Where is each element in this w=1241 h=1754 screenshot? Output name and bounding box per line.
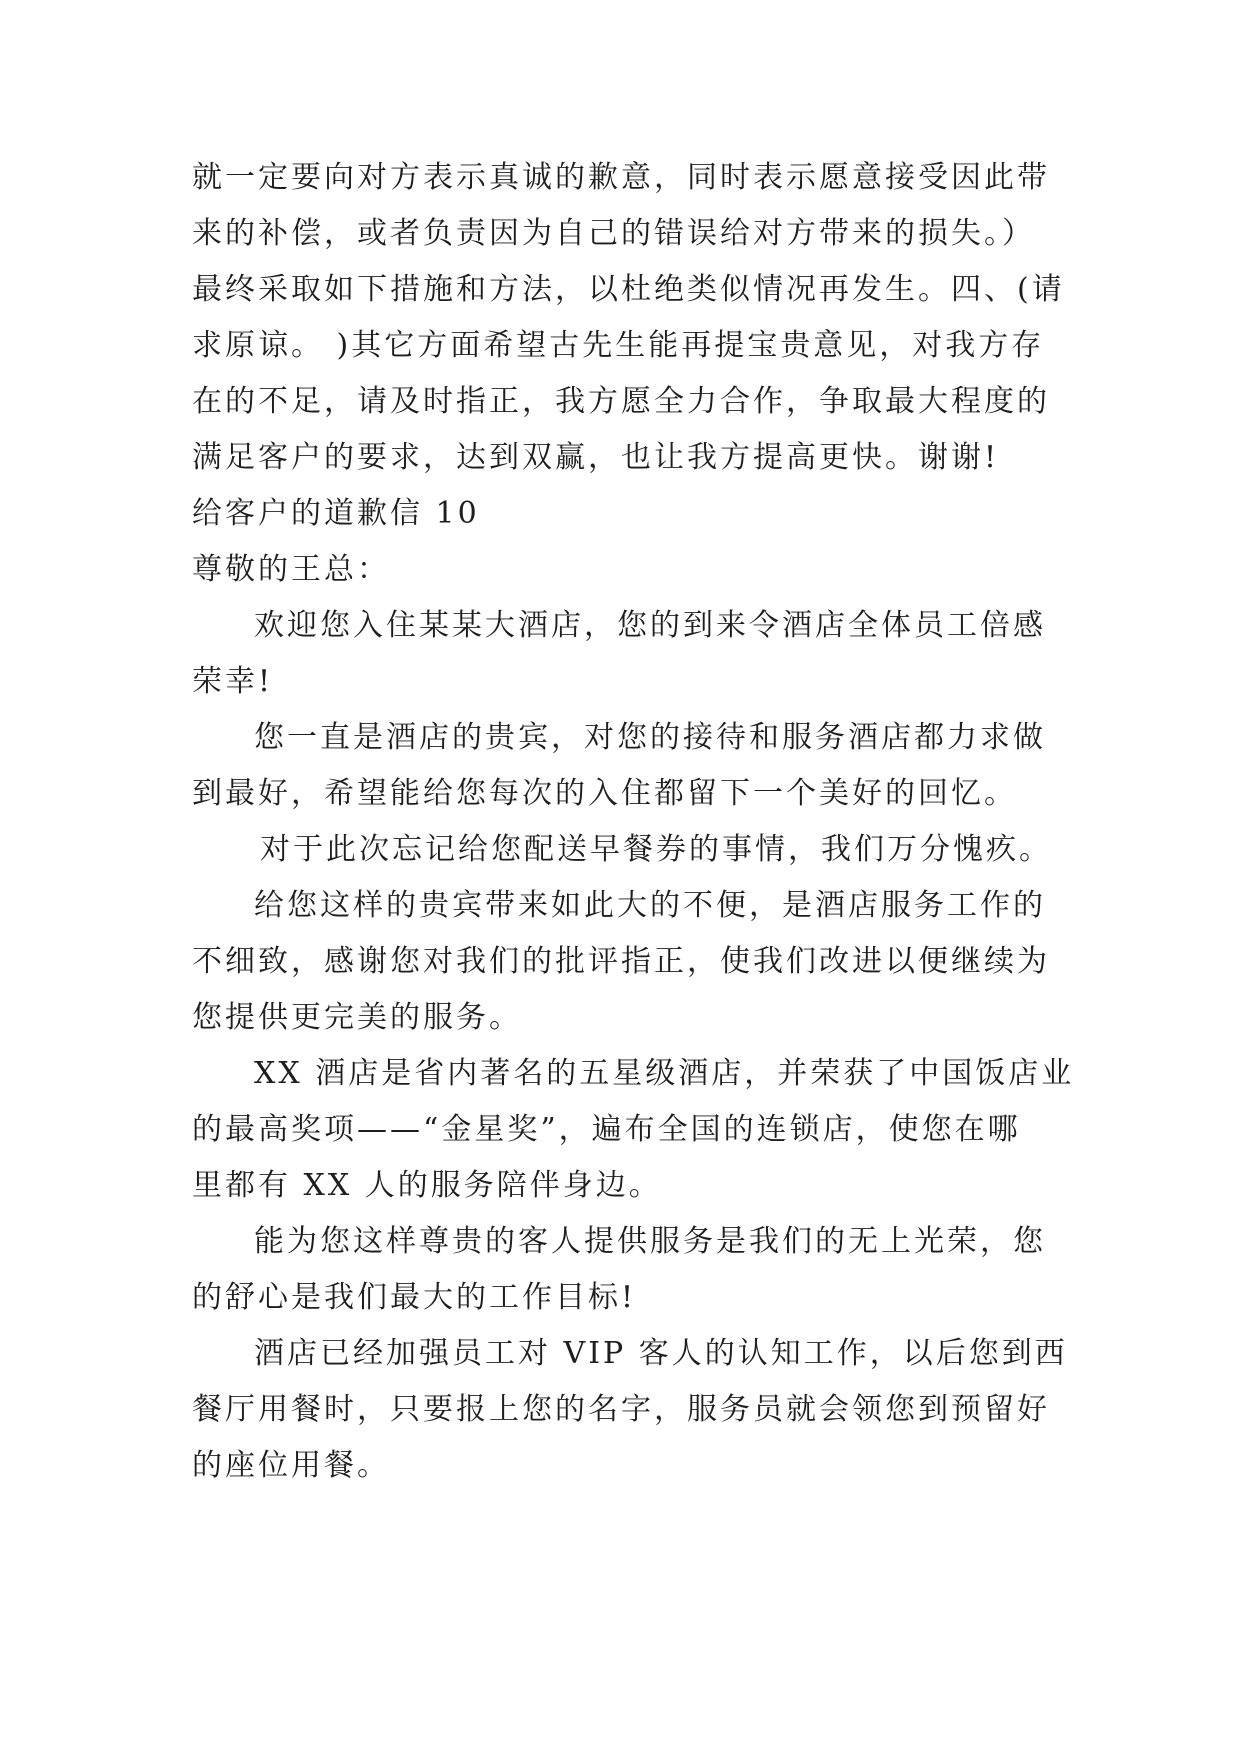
text-line: 求原谅。 )其它方面希望古先生能再提宝贵意见，对我方存 bbox=[192, 328, 1045, 363]
paragraph-line: 给您这样的贵宾带来如此大的不便，是酒店服务工作的 bbox=[254, 888, 1046, 923]
paragraph-line: 能为您这样尊贵的客人提供服务是我们的无上光荣，您 bbox=[254, 1224, 1046, 1259]
letter-heading: 给客户的道歉信 10 bbox=[192, 496, 480, 531]
paragraph-line: XX 酒店是省内著名的五星级酒店，并荣获了中国饭店业 bbox=[254, 1056, 1075, 1091]
paragraph-line: 的最高奖项——“金星奖”，遍布全国的连锁店，使您在哪 bbox=[192, 1112, 1021, 1147]
paragraph-line: 不细致，感谢您对我们的批评指正，使我们改进以便继续为 bbox=[192, 944, 1050, 979]
salutation: 尊敬的王总： bbox=[192, 552, 390, 587]
paragraph-line: 对于此次忘记给您配送早餐券的事情，我们万分愧疚。 bbox=[260, 832, 1052, 867]
paragraph-line: 您一直是酒店的贵宾，对您的接待和服务酒店都力求做 bbox=[254, 720, 1046, 755]
paragraph-line: 荣幸! bbox=[192, 664, 274, 699]
text-line: 来的补偿，或者负责因为自己的错误给对方带来的损失。） bbox=[192, 216, 1035, 251]
text-line: 满足客户的要求，达到双赢，也让我方提高更快。谢谢! bbox=[192, 440, 1000, 475]
paragraph-line: 餐厅用餐时，只要报上您的名字，服务员就会领您到预留好 bbox=[192, 1392, 1050, 1427]
paragraph-line: 您提供更完美的服务。 bbox=[192, 1000, 522, 1035]
text-line: 就一定要向对方表示真诚的歉意，同时表示愿意接受因此带 bbox=[192, 160, 1050, 195]
text-line: 在的不足，请及时指正，我方愿全力合作，争取最大程度的 bbox=[192, 384, 1050, 419]
paragraph-line: 的舒心是我们最大的工作目标! bbox=[192, 1280, 637, 1315]
paragraph-line: 里都有 XX 人的服务陪伴身边。 bbox=[192, 1168, 662, 1203]
text-line: 最终采取如下措施和方法，以杜绝类似情况再发生。四、(请 bbox=[192, 272, 1065, 307]
paragraph-line: 欢迎您入住某某大酒店，您的到来令酒店全体员工倍感 bbox=[254, 608, 1046, 643]
paragraph-line: 到最好，希望能给您每次的入住都留下一个美好的回忆。 bbox=[192, 776, 1017, 811]
paragraph-line: 酒店已经加强员工对 VIP 客人的认知工作，以后您到西 bbox=[254, 1336, 1068, 1371]
paragraph-line: 的座位用餐。 bbox=[192, 1448, 390, 1483]
